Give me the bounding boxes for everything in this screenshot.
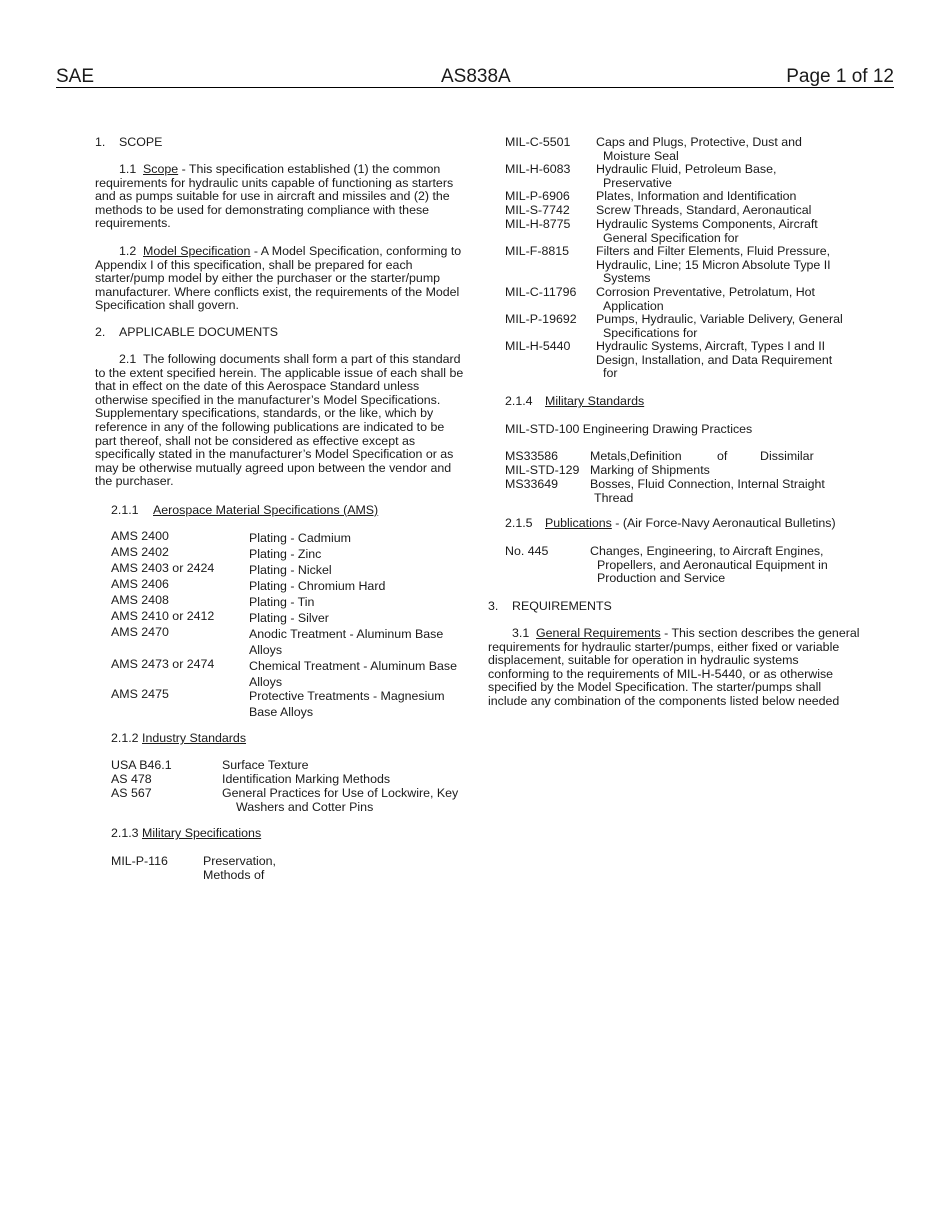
- item-code: MS33649: [505, 477, 559, 491]
- section-2-heading: [95, 326, 278, 340]
- item-description: [222, 773, 472, 787]
- list-item: [505, 189, 797, 204]
- section-title: Publications: [545, 516, 612, 530]
- item-description-text: of: [717, 449, 728, 463]
- item-description-text: Changes, Engineering, to Aircraft Engines,: [590, 544, 824, 558]
- section-2-1-3-heading: [111, 827, 261, 841]
- item-code: MIL-P-19692: [505, 312, 577, 326]
- paragraph-term: General Requirements: [536, 626, 661, 640]
- item-code: MIL-H-5440: [505, 339, 571, 353]
- item-description-continued: General Specification for: [603, 230, 739, 245]
- item-description-continued: Specifications for: [603, 325, 698, 340]
- item-code: USA B46.1: [111, 758, 172, 772]
- item-description: [596, 190, 846, 204]
- item-description: [596, 218, 846, 245]
- section-number: 1.: [95, 135, 106, 149]
- section-number: 2.1.4: [505, 394, 533, 408]
- item-description: [222, 759, 472, 773]
- item-code: AMS 2403 or 2424: [111, 561, 215, 575]
- section-title: Industry Standards: [142, 731, 247, 745]
- item-description-continued: Moisture Seal: [603, 148, 679, 163]
- section-2-1-4-heading: [505, 395, 644, 409]
- paragraph-term: Model Specification: [143, 244, 251, 258]
- item-description: [590, 545, 855, 586]
- item-description-text: Hydraulic Fluid, Petroleum Base,: [596, 162, 777, 176]
- section-1-heading: [95, 136, 162, 150]
- item-code: MIL-S-7742: [505, 203, 570, 217]
- item-description-text: Surface Texture: [222, 758, 309, 772]
- section-3-heading: [488, 600, 612, 614]
- section-2-1-1-heading: [111, 504, 378, 518]
- list-item: [505, 312, 843, 340]
- page-header: [56, 66, 894, 88]
- list-item: [111, 593, 315, 609]
- list-item: [505, 244, 831, 286]
- item-description: [596, 245, 858, 286]
- paragraph-number: 2.1: [119, 352, 137, 366]
- list-item: [505, 162, 777, 190]
- list-item: [111, 545, 322, 561]
- item-code: AMS 2400: [111, 529, 169, 543]
- item-description-continued: Washers and Cotter Pins: [236, 799, 374, 814]
- paragraph-3-1: [488, 627, 860, 709]
- item-code: MIL-C-11796: [505, 285, 577, 299]
- list-item: [111, 529, 351, 545]
- section-title: APPLICABLE DOCUMENTS: [119, 325, 279, 339]
- item-description: Plating - Cadmium: [249, 531, 351, 545]
- item-code: MIL-H-6083: [505, 162, 571, 176]
- item-description: [596, 204, 846, 218]
- section-title: Military Specifications: [142, 826, 262, 840]
- paragraph-number: 1.1: [119, 162, 137, 176]
- paragraph-number: 3.1: [512, 626, 530, 640]
- item-description: [596, 136, 846, 163]
- paragraph-text: - A Model Specification, conforming to Appendix I of this specification, shall be prepared for each starter/pump model by either the purchaser or the starter/pump manufacturer. Where conflicts exist, the requirements of the Model Specification shall govern.: [95, 244, 462, 313]
- item-description: [596, 313, 858, 340]
- item-description: Plating - Nickel: [249, 563, 332, 577]
- item-code: AMS 2475: [111, 687, 169, 701]
- item-description-text: Corrosion Preventative, Petrolatum, Hot: [596, 285, 815, 299]
- item-description-continued: Systems: [603, 271, 651, 286]
- section-2-1-5-heading: [505, 517, 836, 531]
- item-code: AS 567: [111, 786, 152, 800]
- section-number: 2.1.2: [111, 731, 139, 745]
- item-description: [222, 787, 472, 814]
- paragraph-2-1: [95, 353, 465, 489]
- item-code: MIL-C-5501: [505, 135, 571, 149]
- item-description: [590, 450, 855, 464]
- section-title: REQUIREMENTS: [512, 599, 612, 613]
- paragraph-term: Scope: [143, 162, 179, 176]
- list-item: [505, 339, 833, 381]
- list-item: [111, 687, 445, 719]
- item-description: Preservation, Methods of: [203, 854, 277, 882]
- section-number: 2.: [95, 325, 106, 339]
- paragraph-1-2: [95, 245, 465, 313]
- item-description-text: Pumps, Hydraulic, Variable Delivery, General: [596, 312, 843, 326]
- item-code: AMS 2470: [111, 625, 169, 639]
- item-description: Plating - Silver: [249, 611, 329, 625]
- section-number: 2.1.3: [111, 826, 139, 840]
- item-code: MIL-P-116: [111, 854, 168, 868]
- item-description: [596, 340, 858, 381]
- item-description: [596, 163, 846, 190]
- item-code: AS 478: [111, 772, 152, 786]
- item-code: AMS 2402: [111, 545, 169, 559]
- paragraph-number: 1.2: [119, 244, 137, 258]
- list-item: [505, 449, 814, 464]
- bulletin-entry: [505, 544, 828, 586]
- item-code: AMS 2408: [111, 593, 169, 607]
- item-description: [596, 286, 846, 313]
- item-description: Chemical Treatment - Aluminum Base Alloys: [249, 659, 457, 689]
- section-number: 2.1.1: [111, 503, 139, 517]
- item-description-text: General Practices for Use of Lockwire, Key: [222, 786, 459, 800]
- list-item: [111, 772, 391, 787]
- item-code: MIL-H-8775: [505, 217, 571, 231]
- paragraph-1-1: [95, 163, 465, 231]
- list-item: [111, 657, 457, 689]
- header-org: SAE: [56, 66, 95, 87]
- item-description: Plating - Chromium Hard: [249, 579, 386, 593]
- list-item: [111, 561, 332, 577]
- item-description: Plating - Tin: [249, 595, 315, 609]
- item-description-continued: Application: [603, 298, 664, 313]
- item-description-text: Identification Marking Methods: [222, 772, 391, 786]
- list-item: [111, 758, 309, 773]
- paragraph-text: - This section describes the general requirements for hydraulic starter/pumps, either fixed or variable displacement, suitable for operation in hydraulic systems conforming to the requirements of MIL-H-5440, or as otherwise specified by the Model Specification. The starter/pumps shall include any combination of the components listed below needed: [488, 626, 860, 708]
- item-description-text: Filters and Filter Elements, Fluid Pressure, Hydraulic, Line; 15 Micron Absolute Type II: [596, 244, 831, 272]
- std-100-entry: MIL-STD-100 Engineering Drawing Practices: [505, 422, 753, 436]
- section-title: SCOPE: [119, 135, 163, 149]
- item-description: Protective Treatments - Magnesium Base Alloys: [249, 689, 445, 719]
- list-item: [505, 135, 802, 163]
- section-number: 3.: [488, 599, 499, 613]
- item-description-text: Marking of Shipments: [590, 463, 710, 477]
- list-item: [505, 285, 815, 313]
- item-code: MS33586: [505, 449, 559, 463]
- section-title: Military Standards: [545, 394, 645, 408]
- section-title-suffix: - (Air Force-Navy Aeronautical Bulletins): [611, 516, 836, 530]
- item-code: MIL-P-6906: [505, 189, 570, 203]
- item-description-text: Hydraulic Systems, Aircraft, Types I and II Design, Installation, and Data Requirement: [596, 339, 833, 367]
- item-description-text: Bosses, Fluid Connection, Internal Straight: [590, 477, 825, 491]
- list-item: [111, 609, 329, 625]
- item-description: Anodic Treatment - Aluminum Base Alloys: [249, 627, 444, 657]
- item-code: AMS 2406: [111, 577, 169, 591]
- section-2-1-2-heading: [111, 732, 246, 746]
- item-code: AMS 2473 or 2474: [111, 657, 215, 671]
- list-item: [505, 203, 812, 218]
- header-page-number: Page 1 of 12: [786, 66, 894, 87]
- paragraph-text: - This specification established (1) the common requirements for hydraulic units capable of functioning as starters and as pumps suitable for use in aircraft and missiles and (2) the methods to be used for demonstrating compliance with these requirements.: [95, 162, 454, 231]
- section-number: 2.1.5: [505, 516, 533, 530]
- item-description-text: Caps and Plugs, Protective, Dust and: [596, 135, 802, 149]
- item-description-continued: for: [603, 366, 618, 381]
- item-description: Plating - Zinc: [249, 547, 322, 561]
- item-description-text: Screw Threads, Standard, Aeronautical: [596, 203, 812, 217]
- item-description-text: Dissimilar: [760, 449, 814, 463]
- item-description-continued: Preservative: [603, 175, 672, 190]
- item-code: No. 445: [505, 544, 549, 558]
- list-item: [505, 217, 818, 245]
- paragraph-text: The following documents shall form a part of this standard to the extent specified herein. The applicable issue of each shall be that in effect on the date of this Aerospace Standard unless otherwise specified in the manufacturer’s Model Specifications. Supplementary specifications, standards, or the like, which by reference in any of the following publications are indicated to be part thereof, shall not be considered as effective except as specifically stated in the manufacturer’s Model Specification or as may be otherwise mutually agreed upon between the vendor and the purchaser.: [95, 352, 464, 489]
- item-code: MIL-F-8815: [505, 244, 570, 258]
- list-item: [111, 854, 277, 882]
- item-description-text: Plates, Information and Identification: [596, 189, 797, 203]
- item-description: [590, 464, 855, 478]
- item-description-continued: Thread: [594, 490, 634, 505]
- item-description: [590, 478, 855, 505]
- header-doc-number: AS838A: [441, 66, 511, 87]
- item-code: MIL-STD-129: [505, 463, 580, 477]
- item-description-text: Hydraulic Systems Components, Aircraft: [596, 217, 818, 231]
- item-description-text: Metals,Definition: [590, 449, 682, 463]
- list-item: [505, 463, 710, 478]
- section-title: Aerospace Material Specifications (AMS): [153, 503, 379, 517]
- item-description-continued: Propellers, and Aeronautical Equipment in Production and Service: [597, 557, 828, 586]
- list-item: [505, 477, 825, 505]
- item-code: AMS 2410 or 2412: [111, 609, 215, 623]
- list-item: [111, 577, 386, 593]
- list-item: [111, 625, 444, 657]
- list-item: [111, 786, 459, 814]
